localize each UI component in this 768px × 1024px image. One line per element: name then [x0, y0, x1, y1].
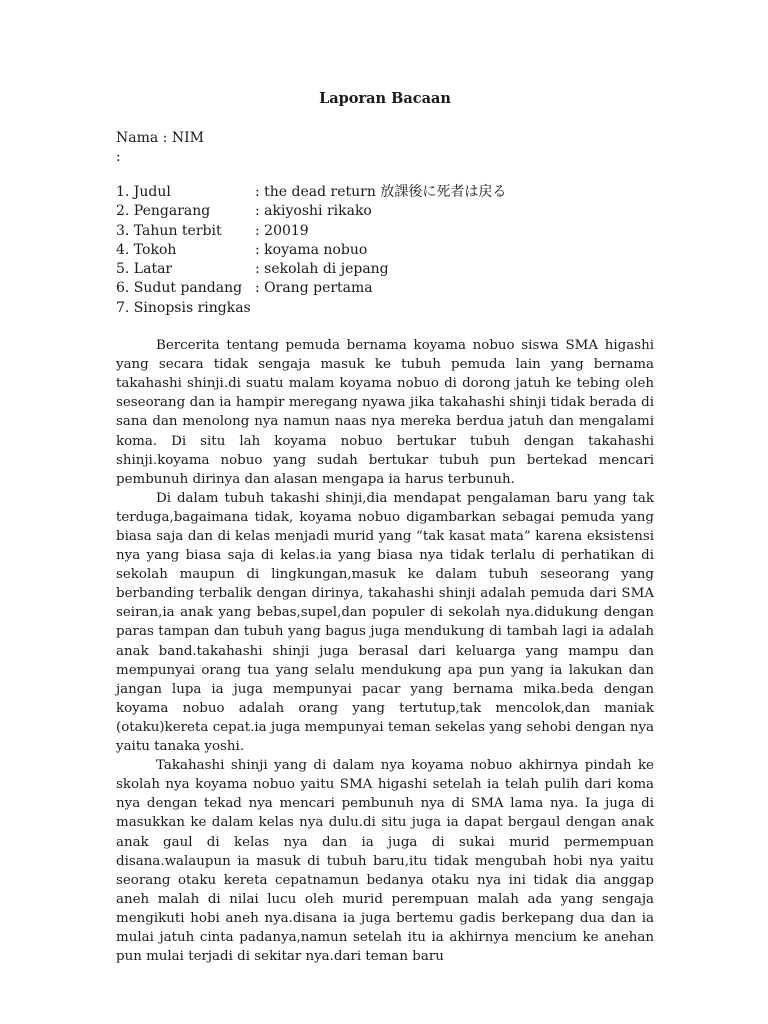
info-key: 2. Pengarang: [116, 203, 211, 220]
synopsis-paragraph: Takahashi shinji yang di dalam nya koyama nobuo akhirnya pindah ke skolah nya koyama nobuo yaitu SMA higashi setelah ia telah pulih dari koma nya dengan tekad nya mencari pembunuh nya di SMA lama nya. Ia juga di masukkan ke dalam kelas nya dulu.di situ juga ia dapat bergaul dengan anak anak gaul di kelas nya dan ia juga di sukai murid permempuan disana.walaupun ia masuk di tubuh baru,itu tidak mengubah hobi nya yaitu seorang otaku kereta cepatnamun bedanya otaku nya ini tidak dia anggap aneh malah di nilai lucu oleh murid perempuan malah ada yang sengaja mengikuti hobi aneh nya.disana ia juga bertemu gadis berkepang dua dan ia mulai jatuh cinta padanya,namun setelah itu ia akhirnya mencium ke anehan pun mulai terjadi di sekitar nya.dari teman baru: [116, 758, 654, 965]
synopsis-body: [116, 336, 654, 966]
info-row-pengarang: [116, 202, 654, 221]
info-row-tahun-terbit: [116, 222, 654, 241]
nim-label: NIM: [171, 130, 204, 146]
info-key: 3. Tahun terbit: [116, 222, 222, 239]
nama-separator: :: [162, 130, 168, 146]
info-key: 4. Tokoh: [116, 241, 177, 258]
info-row-sinopsis: [116, 299, 654, 318]
info-value: : sekolah di jepang: [255, 261, 389, 278]
info-key: 5. Latar: [116, 261, 173, 278]
info-key: 6. Sudut pandang: [116, 280, 243, 297]
document-title: Laporan Bacaan: [319, 90, 451, 107]
info-key: 1. Judul: [116, 184, 171, 200]
info-value: : akiyoshi rikako: [255, 203, 372, 220]
info-row-latar: [116, 260, 654, 279]
nama-nim-line: [116, 129, 654, 148]
info-row-sudut-pandang: [116, 279, 654, 298]
info-value: [255, 299, 654, 318]
synopsis-paragraph: Di dalam tubuh takashi shinji,dia mendapat pengalaman baru yang tak terduga,bagaimana tidak, koyama nobuo digambarkan sebagai pemuda yang biasa saja dan di kelas menjadi murid yang “tak kasat mata” karena eksistensi nya yang biasa saja di kelas.ia yang biasa nya tidak terlalu di perhatikan di sekolah maupun di lingkungan,masuk ke dalam tubuh seseorang yang berbanding terbalik dengan dirinya, takahashi shinji adalah pemuda dari SMA seiran,ia anak yang bebas,supel,dan populer di sekolah nya.didukung dengan paras tampan dan tubuh yang bagus juga mendukung di tambah lagi ia adalah anak band.takahashi shinji juga berasal dari keluarga yang mampu dan mempunyai orang tua yang selalu mendukung apa pun yang ia lakukan dan jangan lupa ia juga mempunyai pacar yang bernama mika.beda dengan koyama nobuo adalah orang yang tertutup,tak mencolok,dan maniak (otaku)kereta cepat.ia juga mempunyai teman sekelas yang sehobi dengan nya yaitu tanaka yoshi.: [116, 490, 654, 755]
info-value: : Orang pertama: [255, 280, 373, 297]
info-row-tokoh: [116, 241, 654, 260]
info-value: : koyama nobuo: [255, 241, 368, 258]
info-row-judul: [116, 183, 654, 202]
book-info-list: [116, 183, 654, 318]
info-key: 7. Sinopsis ringkas: [116, 299, 251, 316]
nama-label: Nama: [116, 130, 159, 146]
info-value: : 20019: [255, 222, 309, 239]
synopsis-paragraph: Bercerita tentang pemuda bernama koyama nobuo siswa SMA higashi yang secara tidak sengaja masuk ke tubuh pemuda lain yang bernama takahashi shinji.di suatu malam koyama nobuo di dorong jatuh ke tebing oleh seseorang dan ia hampir meregang nyawa jika takahashi shinji tidak berada di sana dan menolong nya namun naas nya mereka berdua jatuh dan mengalami koma. Di situ lah koyama nobuo bertukar tubuh dengan takahashi shinji.koyama nobuo yang sudah bertukar tubuh pun bertekad mencari pembunuh dirinya dan alasan mengapa ia harus terbunuh.: [116, 338, 654, 487]
nim-separator: :: [116, 149, 121, 165]
info-value: : the dead return 放課後に死者は戻る: [255, 184, 507, 200]
